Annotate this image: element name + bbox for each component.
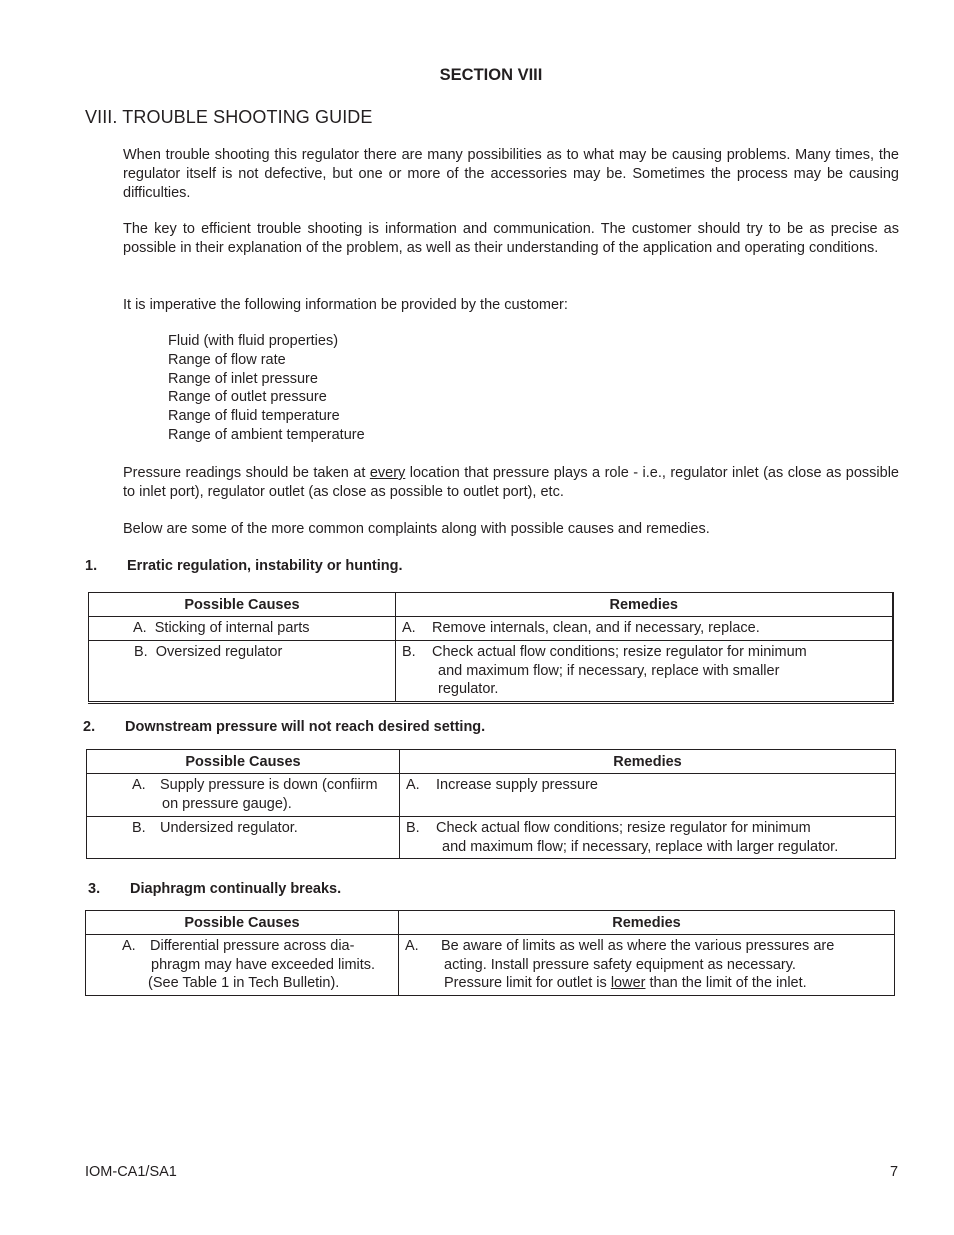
problem-3-table (85, 910, 895, 996)
page-number: 7 (890, 1164, 899, 1180)
intro-paragraph-3: It is imperative the following information be provided by the customer: (123, 297, 568, 313)
list-item: Fluid (with fluid properties) (168, 333, 339, 349)
table-row: B. Oversized regulator B. Check actual flow conditions; resize regulator for minimum and maximum flow; if necessary, replace with smaller regulator. (89, 641, 893, 703)
page-title: VIII. TROUBLE SHOOTING GUIDE (85, 107, 373, 127)
causes-header: Possible Causes (89, 593, 396, 617)
problem-title: Diaphragm continually breaks. (130, 881, 342, 897)
problem-2-heading (83, 719, 783, 739)
document-id: IOM-CA1/SA1 (85, 1164, 177, 1180)
table-row: A. Supply pressure is down (confiirm on pressure gauge). A. Increase supply pressure (87, 774, 896, 817)
list-item: Range of flow rate (168, 351, 286, 368)
problem-1-table (88, 592, 894, 704)
remedies-header: Remedies (399, 911, 895, 935)
problem-number: 2. (83, 719, 96, 735)
table-row: A. Differential pressure across dia- phragm may have exceeded limits. (See Table 1 in Tech Bulletin). A. Be aware of limits as well as where the various pressures are acting. Install pressure safety equipment as necessary. Pressure limit for outlet is lower than the limit of the inlet. (86, 935, 895, 996)
intro-paragraph-1: When trouble shooting this regulator there are many possibilities as to what may be causing problems. Many times, the regulator itself is not defective, but one or more of the accessories may be. Sometimes the process may be causing difficulties. (123, 147, 899, 201)
list-item: Range of inlet pressure (168, 370, 318, 387)
problem-2-table (86, 749, 896, 859)
section-title: SECTION VIII (439, 66, 543, 84)
list-item: Range of ambient temperature (168, 426, 365, 443)
emphasis-lower: lower (610, 975, 646, 991)
intro-paragraph-4: Pressure readings should be taken at every location that pressure plays a role - i.e., regulator inlet (as close as possible to inlet port), regulator outlet (as close as possible to outlet port), etc. (123, 465, 899, 500)
remedies-header: Remedies (400, 750, 896, 774)
table-row: A. Sticking of internal parts A. Remove internals, clean, and if necessary, replace. (89, 617, 893, 641)
list-item: Range of fluid temperature (168, 408, 340, 425)
problem-1-heading (85, 558, 785, 578)
required-info-list (168, 332, 365, 445)
problem-number: 3. (88, 881, 101, 897)
intro-paragraph-2: The key to efficient trouble shooting is information and communication. The customer should try to be as precise as possible in their explanation of the problem, as well as their understanding of the application and operating conditions. (123, 221, 899, 256)
emphasis-every: every (369, 465, 406, 481)
causes-header: Possible Causes (87, 750, 400, 774)
problem-number: 1. (85, 558, 98, 574)
problem-3-heading (88, 881, 788, 901)
problem-title: Downstream pressure will not reach desired setting. (125, 719, 486, 735)
problem-title: Erratic regulation, instability or hunting. (127, 558, 403, 574)
table-row: B. Undersized regulator. B. Check actual flow conditions; resize regulator for minimum and maximum flow; if necessary, replace with larger regulator. (87, 817, 896, 859)
intro-paragraph-5: Below are some of the more common complaints along with possible causes and remedies. (123, 521, 710, 537)
list-item: Range of outlet pressure (168, 389, 327, 406)
remedies-header: Remedies (396, 593, 893, 617)
causes-header: Possible Causes (86, 911, 399, 935)
